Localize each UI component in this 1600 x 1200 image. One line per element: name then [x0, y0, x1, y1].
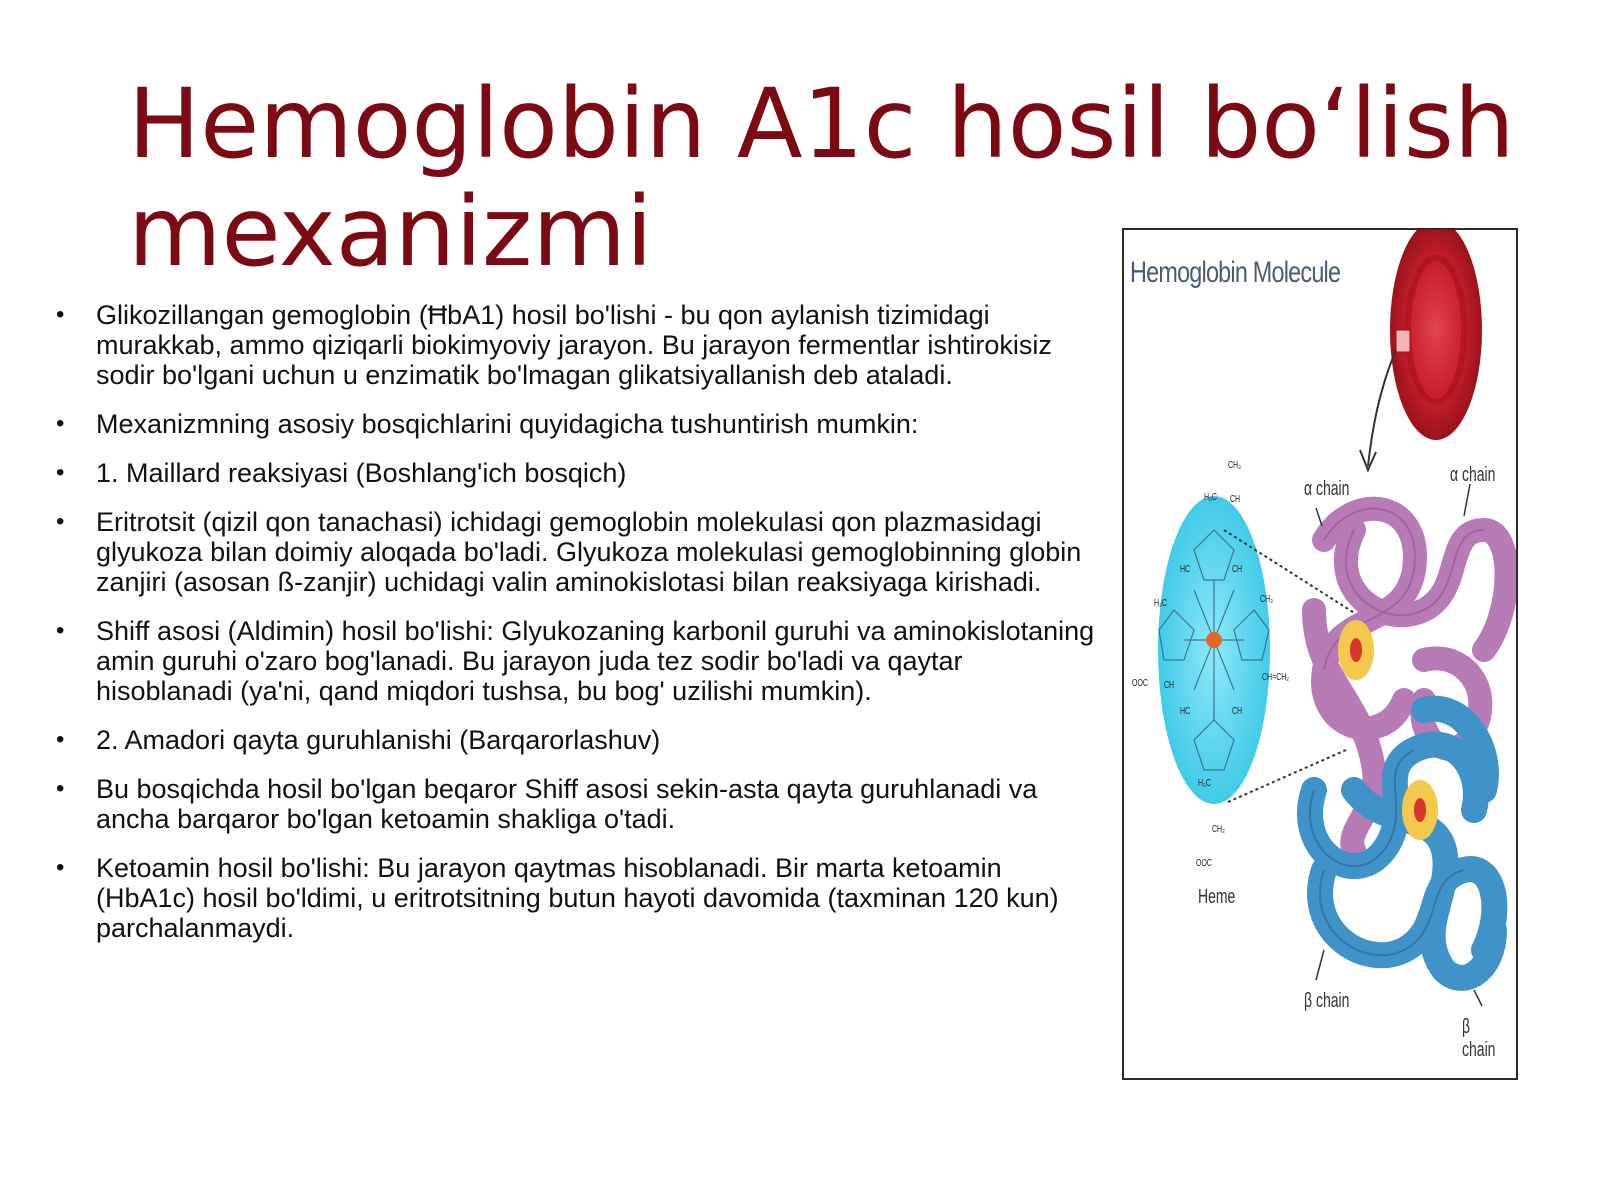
bullet-dot: • — [56, 508, 65, 535]
hemoglobin-figure — [1122, 228, 1518, 1080]
heme-atom-label: CH — [1232, 706, 1243, 717]
heme-atom-label: OOC — [1132, 678, 1148, 689]
bullet-dot: • — [56, 617, 65, 644]
heme-atom-label: CH — [1230, 494, 1241, 505]
iron-atom — [1206, 632, 1222, 648]
heme-atom-label: HC — [1180, 564, 1191, 575]
bullet-item — [50, 774, 1100, 834]
bullet-dot: • — [56, 410, 65, 437]
bullet-text: Shiff asosi (Aldimin) hosil bo'lishi: Glyukozaning karbonil guruhi va aminokislotaning amin guruhi o'zaro bog'lanadi. Bu jarayon juda tez sodir bo'ladi va qaytar hisoblanadi (ya'ni, qand miqdori tushsa, bu bog' uzilishi mumkin). — [96, 616, 1095, 706]
bullet-item — [50, 409, 1100, 439]
beta-chain-label: β chain — [1304, 990, 1350, 1012]
heme-atom-label: OOC — [1196, 858, 1212, 869]
bullet-item — [50, 616, 1100, 706]
heme-atom-label: CH — [1164, 680, 1175, 691]
heme-atom-label: HC — [1180, 706, 1191, 717]
figure-title: Hemoglobin Molecule — [1130, 256, 1341, 289]
bullet-dot: • — [56, 459, 65, 486]
bullet-text: Bu bosqichda hosil bo'lgan beqaror Shiff asosi sekin-asta qayta guruhlanadi va ancha barqaror bo'lgan ketoamin shakliga o'tadi. — [96, 774, 1038, 834]
bullet-item — [50, 853, 1100, 943]
heme-atom-label: H₃C — [1204, 492, 1217, 503]
hemoglobin-illustration — [1124, 230, 1516, 1078]
bullet-text: 2. Amadori qayta guruhlanishi (Barqarorlashuv) — [96, 725, 661, 755]
bullet-text: Glikozillangan gemoglobin (ĦbA1) hosil bo'lishi - bu qon aylanish tizimidagi murakkab, ammo qiziqarli biokimyoviy jarayon. Bu jarayon fermentlar ishtirokisiz sodir bo'lgani uchun u enzimatik bo'lmagan glikatsiyallanish deb ataladi. — [96, 300, 1052, 390]
arrow-icon — [1368, 350, 1396, 466]
bullet-item — [50, 725, 1100, 755]
heme-atom-label: H₃C — [1154, 598, 1167, 609]
alpha-chain-label: α chain — [1304, 478, 1350, 500]
heme-atom-label: CH₃ — [1260, 594, 1273, 605]
bullet-text: Mexanizmning asosiy bosqichlarini quyidagicha tushuntirish mumkin: — [96, 409, 919, 439]
bullet-text: Eritrotsit (qizil qon tanachasi) ichidagi gemoglobin molekulasi qon plazmasidagi glyukoza bilan doimiy aloqada bo'ladi. Glyukoza molekulasi gemoglobinning globin zanjiri (asosan ß-zanjir) uchidagi valin aminokislotasi bilan reaksiyaga kirishadi. — [96, 507, 1082, 597]
bullet-item — [50, 458, 1100, 488]
bullet-dot: • — [56, 301, 65, 328]
heme-atom-label: H₃C — [1198, 778, 1211, 789]
heme-atom-label: CH=CH₂ — [1262, 672, 1290, 683]
bullet-list — [50, 300, 1100, 962]
bullet-item — [50, 507, 1100, 597]
bullet-text: Ketoamin hosil bo'lishi: Bu jarayon qaytmas hisoblanadi. Bir marta ketoamin (HbA1c) hosil bo'ldimi, u eritrotsitning butun hayoti davomida (taxminan 120 kun) parchalanmaydi. — [96, 853, 1059, 943]
bullet-dot: • — [56, 854, 65, 881]
bullet-item — [50, 300, 1100, 390]
bullet-dot: • — [56, 775, 65, 802]
bullet-text: 1. Maillard reaksiyasi (Boshlang'ich bosqich) — [96, 458, 627, 488]
alpha-chain-label: α chain — [1450, 464, 1496, 486]
bullet-dot: • — [56, 726, 65, 753]
heme-atom-label: CH₂ — [1212, 824, 1225, 835]
heme-label: Heme — [1198, 886, 1236, 908]
beta-chain-label: β chain — [1462, 1016, 1496, 1061]
heme-atom-label: CH — [1232, 564, 1243, 575]
slide-title: Hemoglobin A1c hosil bo‘lish mexanizmi — [128, 68, 1515, 288]
heme-atom-label: CH₃ — [1228, 460, 1241, 471]
